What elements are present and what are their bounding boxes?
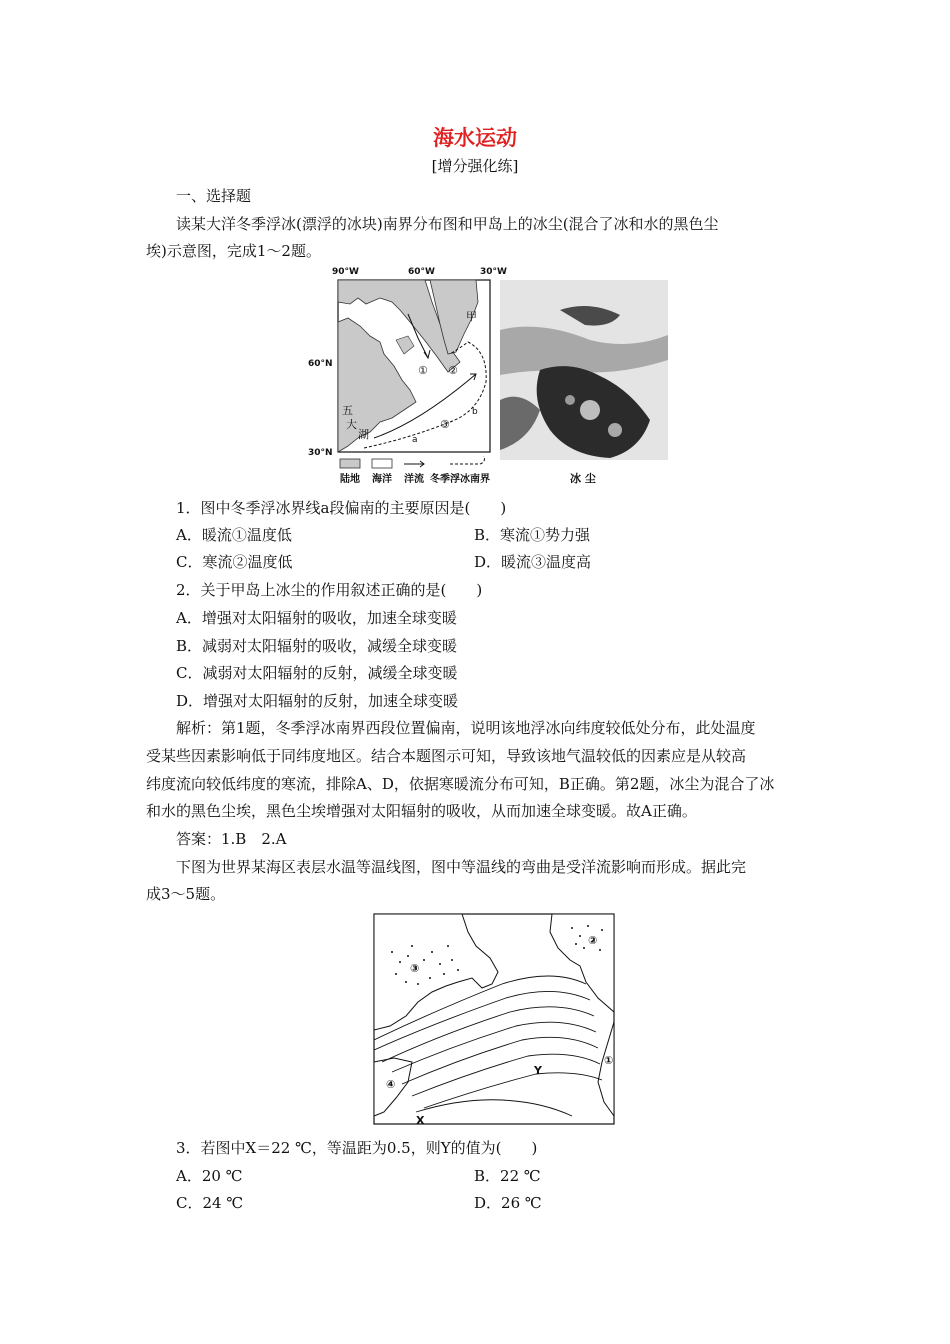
- current-2: ②: [448, 364, 458, 377]
- intro2-line1: 下图为世界某海区表层水温等温线图，图中等温线的弯曲是受洋流影响而形成。据此完: [176, 858, 747, 876]
- q3-option-b: B．22 ℃: [474, 1167, 541, 1185]
- region-3: ③: [410, 962, 420, 975]
- q1-option-c: C．寒流②温度低: [176, 553, 293, 571]
- q2-option-b: B．减弱对太阳辐射的吸收，减缓全球变暖: [176, 637, 458, 655]
- current-3: ③: [440, 418, 450, 431]
- legend-land: 陆地: [340, 474, 360, 485]
- isotherm-map: [372, 912, 618, 1130]
- ice-boundary-map: [300, 262, 507, 487]
- current-1: ①: [418, 364, 428, 377]
- analysis-line1: 解析：第1题，冬季浮冰南界西段位置偏南，说明该地浮冰向纬度较低处分布，此处温度: [176, 719, 756, 737]
- label-hu: 湖: [358, 428, 369, 441]
- lon-label: 30°W: [480, 267, 507, 277]
- lon-label: 90°W: [332, 267, 359, 277]
- legend-ice-boundary: 冬季浮冰南界: [430, 474, 490, 485]
- analysis-line3: 纬度流向较低纬度的寒流，排除A、D，依据寒暖流分布可知，B正确。第2题，冰尘为混合了冰: [146, 775, 775, 793]
- ice-dust-photo: [500, 280, 670, 488]
- q1-stem: 1．图中冬季浮冰界线a段偏南的主要原因是( ): [176, 499, 507, 517]
- q1-option-a: A．暖流①温度低: [176, 526, 292, 544]
- q2-option-d: D．增强对太阳辐射的反射，加速全球变暖: [176, 692, 459, 710]
- answer: 答案：1.B 2.A: [176, 830, 287, 848]
- q2-option-a: A．增强对太阳辐射的吸收，加速全球变暖: [176, 609, 457, 627]
- lat-label: 30°N: [308, 448, 333, 458]
- intro1-line1: 读某大洋冬季浮冰(漂浮的冰块)南界分布图和甲岛上的冰尘(混合了冰和水的黑色尘: [176, 215, 719, 233]
- point-x: X: [416, 1114, 425, 1127]
- q2-option-c: C．减弱对太阳辐射的反射，减缓全球变暖: [176, 664, 458, 682]
- intro1-line2: 埃)示意图，完成1～2题。: [146, 242, 321, 260]
- analysis-line4: 和水的黑色尘埃，黑色尘埃增强对太阳辐射的吸收，从而加速全球变暖。故A正确。: [146, 802, 697, 820]
- region-1: ①: [604, 1054, 614, 1067]
- photo-caption: 冰 尘: [570, 472, 596, 485]
- region-2: ②: [588, 934, 598, 947]
- label-a: a: [412, 435, 418, 445]
- q3-stem: 3．若图中X＝22 ℃，等温距为0.5，则Y的值为( ): [176, 1139, 538, 1157]
- label-wu: 五: [342, 404, 353, 417]
- page-subtitle: [增分强化练]: [431, 157, 519, 175]
- legend-ocean: 海洋: [372, 474, 392, 485]
- lat-label: 60°N: [308, 359, 333, 369]
- q3-option-c: C．24 ℃: [176, 1194, 244, 1212]
- q1-option-d: D．暖流③温度高: [474, 553, 592, 571]
- q3-option-a: A．20 ℃: [176, 1167, 243, 1185]
- intro2-line2: 成3～5题。: [146, 885, 226, 903]
- legend-current: 洋流: [404, 474, 424, 485]
- q3-option-d: D．26 ℃: [474, 1194, 542, 1212]
- q2-stem: 2．关于甲岛上冰尘的作用叙述正确的是( ): [176, 581, 483, 599]
- region-4: ④: [386, 1078, 396, 1091]
- label-jia: 甲: [466, 310, 477, 323]
- lon-label: 60°W: [408, 267, 435, 277]
- page-title: 海水运动: [433, 126, 517, 150]
- label-da: 大: [346, 418, 357, 431]
- point-y: Y: [534, 1064, 542, 1077]
- q1-option-b: B．寒流①势力强: [474, 526, 591, 544]
- label-b: b: [472, 407, 478, 417]
- section-heading: 一、选择题: [176, 187, 252, 205]
- analysis-line2: 受某些因素影响低于同纬度地区。结合本题图示可知，导致该地气温较低的因素应是从较高: [146, 747, 747, 765]
